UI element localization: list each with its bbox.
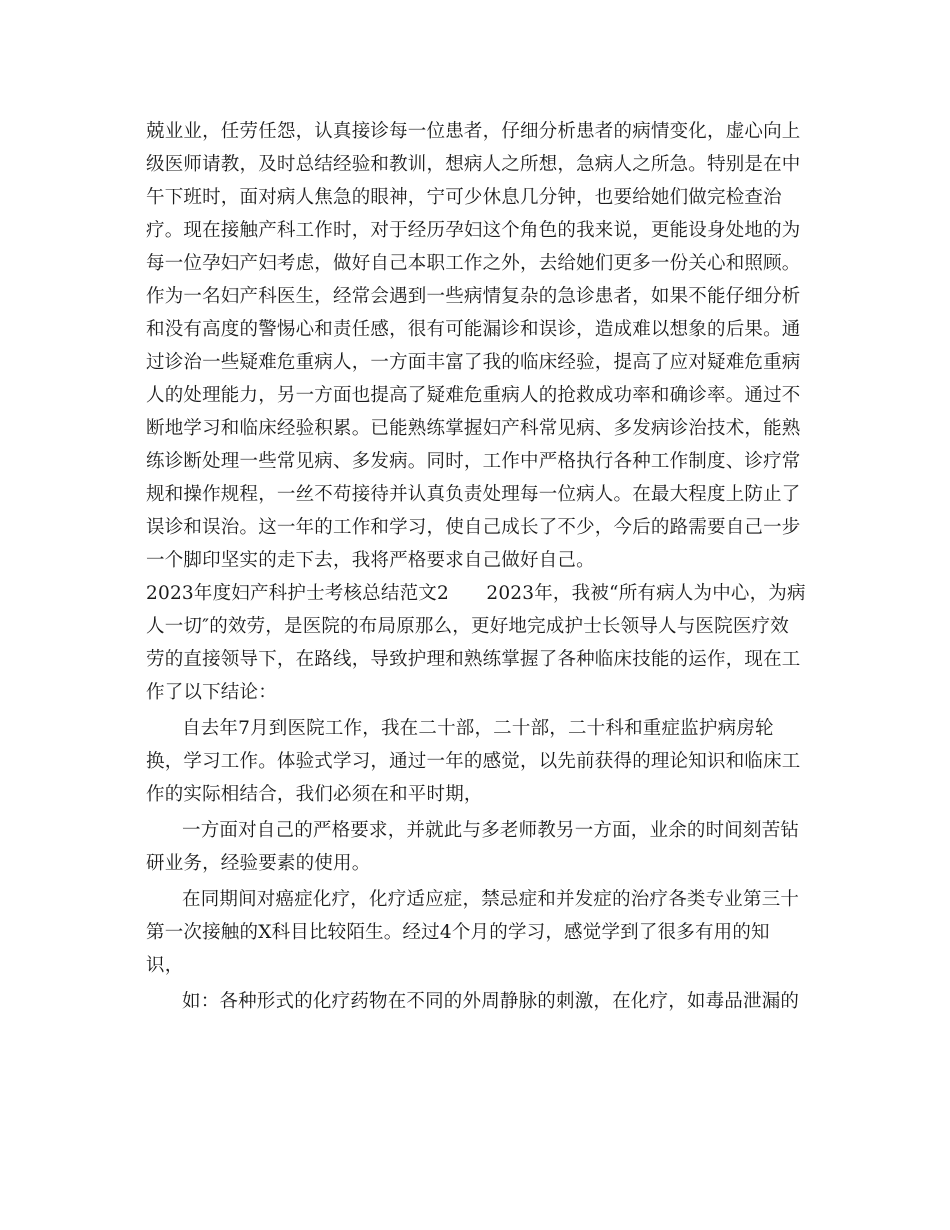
text-line: 劳的直接领导下，在路线，导致护理和熟练掌握了各种临床技能的运作，现在工	[146, 649, 801, 670]
text-line: 疗。现在接触产科工作时，对于经历孕妇这个角色的我来说，更能设身处地的为	[146, 220, 801, 241]
text-line: 断地学习和临床经验积累。已能熟练掌握妇产科常见病、多发病诊治技术，能熟	[146, 418, 801, 439]
text-line: 和没有高度的警惕心和责任感，很有可能漏诊和误诊，造成难以想象的后果。通	[146, 319, 801, 340]
section-heading-line: 2023年度妇产科护士考核总结范文2 2023年，我被“所有病人为中心，为病	[146, 583, 806, 604]
text-line: 每一位孕妇产妇考虑，做好自己本职工作之外，去给她们更多一份关心和照顾。	[146, 253, 801, 274]
text-line: 作了以下结论：	[146, 682, 277, 703]
text-line: 过诊治一些疑难危重病人，一方面丰富了我的临床经验，提高了应对疑难危重病	[146, 352, 801, 373]
text-line: 误诊和误治。这一年的工作和学习，使自己成长了不少，今后的路需要自己一步	[146, 517, 801, 538]
text-line: 识，	[146, 955, 184, 976]
text-line: 一个脚印坚实的走下去，我将严格要求自己做好自己。	[146, 550, 595, 571]
paragraph-start-line: 自去年7月到医院工作，我在二十部，二十部，二十科和重症监护病房轮	[182, 718, 774, 739]
text-line: 兢业业，任劳任怨，认真接诊每一位患者，仔细分析患者的病情变化，虚心向上	[146, 121, 801, 142]
text-line: 作的实际相结合，我们必须在和平时期，	[146, 784, 483, 805]
text-line: 研业务，经验要素的使用。	[146, 853, 371, 874]
text-line: 换，学习工作。体验式学习，通过一年的感觉，以先前获得的理论知识和临床工	[146, 751, 801, 772]
paragraph-start-line: 如：各种形式的化疗药物在不同的外周静脉的刺激，在化疗，如毒品泄漏的	[182, 991, 800, 1012]
text-line: 练诊断处理一些常见病、多发病。同时，工作中严格执行各种工作制度、诊疗常	[146, 451, 801, 472]
text-line: 午下班时，面对病人焦急的眼神，宁可少休息几分钟，也要给她们做完检查治	[146, 187, 782, 208]
text-line: 作为一名妇产科医生，经常会遇到一些病情复杂的急诊患者，如果不能仔细分析	[146, 286, 801, 307]
text-line: 级医师请教，及时总结经验和教训，想病人之所想，急病人之所急。特别是在中	[146, 154, 801, 175]
paragraph-start-line: 在同期间对癌症化疗，化疗适应症，禁忌症和并发症的治疗各类专业第三十	[182, 889, 800, 910]
text-line: 人一切″的效劳，是医院的布局原那么，更好地完成护士长领导人与医院医疗效	[146, 616, 789, 637]
text-line: 第一次接触的X科目比较陌生。经过4个月的学习，感觉学到了很多有用的知	[146, 922, 770, 943]
paragraph-start-line: 一方面对自己的严格要求，并就此与多老师教另一方面，业余的时间刻苦钻	[182, 820, 800, 841]
text-line: 人的处理能力，另一方面也提高了疑难危重病人的抢救成功率和确诊率。通过不	[146, 385, 801, 406]
text-line: 规和操作规程，一丝不苟接待并认真负责处理每一位病人。在最大程度上防止了	[146, 484, 801, 505]
